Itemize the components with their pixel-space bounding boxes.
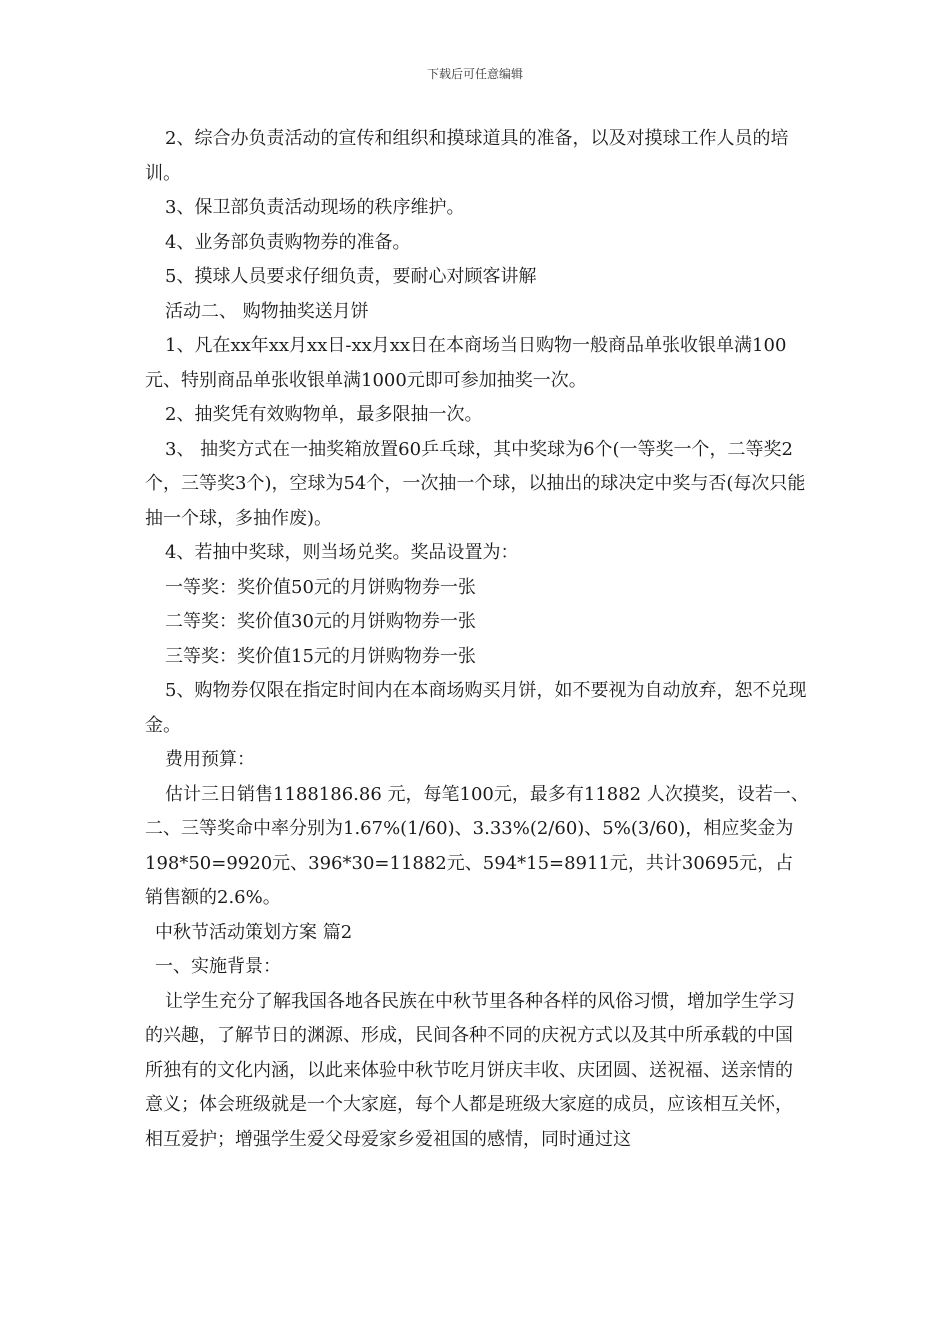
page-header: 下载后可任意编辑 [426, 67, 523, 81]
paragraph: 1、凡在xx年xx月xx日-xx月xx日在本商场当日购物一般商品单张收银单满100元、特别商品单张收银单满1000元即可参加抽奖一次。 [145, 335, 787, 391]
paragraph: 4、业务部负责购物券的准备。 [165, 231, 411, 253]
paragraph: 3、保卫部负责活动现场的秩序维护。 [165, 197, 465, 218]
prize-line: 一等奖：奖价值50元的月饼购物券一张 [165, 576, 476, 598]
paragraph: 让学生充分了解我国各地各民族在中秋节里各种各样的风俗习惯，增加学生学习的兴趣，了解节日的渊源、形成，民间各种不同的庆祝方式以及其中所承载的中国所独有的文化内涵，以此来体验中秋节吃月饼庆丰收、庆团圆、送祝福、送亲情的意义；体会班级就是一个大家庭，每个人都是班级大家庭的成员，应该相互关怀，相互爱护；增强学生爱父母爱家乡爱祖国的感情，同时通过这 [145, 990, 795, 1150]
prize-line: 三等奖：奖价值15元的月饼购物券一张 [165, 645, 476, 667]
section-heading: 费用预算： [165, 749, 255, 770]
prize-line: 二等奖：奖价值30元的月饼购物券一张 [165, 611, 476, 632]
paragraph: 5、购物券仅限在指定时间内在本商场购买月饼，如不要视为自动放弃，恕不兑现金。 [145, 680, 807, 736]
paragraph: 估计三日销售1188186.86 元，每笔100元，最多有11882 人次摸奖，设若一、二、三等奖命中率分别为1.67%(1/60)、3.33%(2/60)、5%(3/60)，相应奖金为198*50=9920元、396*30=11882元、594*15=8911元，共计30695元，占销售额的2.6%。 [145, 783, 809, 908]
paragraph: 2、抽奖凭有效购物单，最多限抽一次。 [165, 404, 483, 425]
section-title: 中秋节活动策划方案 篇2 [155, 921, 353, 943]
section-heading: 活动二、 购物抽奖送月饼 [165, 300, 369, 322]
section-heading: 一、实施背景： [155, 956, 281, 977]
document-body [145, 122, 810, 1157]
paragraph: 3、 抽奖方式在一抽奖箱放置60乒乓球，其中奖球为6个(一等奖一个，二等奖2个，三等奖3个)，空球为54个，一次抽一个球，以抽出的球决定中奖与否(每次只能抽一个球，多抽作废)。 [145, 438, 806, 529]
paragraph: 5、摸球人员要求仔细负责，要耐心对顾客讲解 [165, 266, 537, 287]
paragraph: 4、若抽中奖球，则当场兑奖。奖品设置为： [165, 542, 519, 563]
paragraph: 2、综合办负责活动的宣传和组织和摸球道具的准备，以及对摸球工作人员的培训。 [145, 128, 789, 184]
